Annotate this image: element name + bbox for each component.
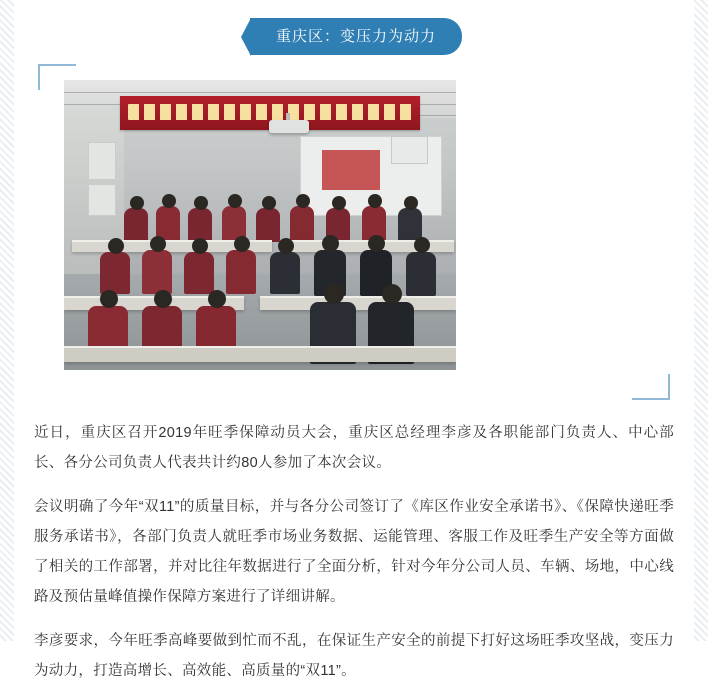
photo-attendee-head [404,196,418,210]
photo-attendee [406,252,436,296]
photo-attendee [184,252,214,294]
photo-attendee-head [150,236,166,252]
photo-attendee [100,252,130,294]
photo-attendee-head [108,238,124,254]
photo-desk-front [64,346,456,362]
photo-projection-slide [322,150,380,190]
photo-attendee-head [192,238,208,254]
article-paragraph-1: 近日，重庆区召开2019年旺季保障动员大会，重庆区总经理李彦及各职能部门负责人、中心部长、各分公司负责人代表共计约80人参加了本次会议。 [34,425,674,471]
photo-projector [269,120,309,133]
photo-attendee-head [208,290,226,308]
title-area [14,0,694,62]
photo-attendee-head [368,235,385,252]
corner-bracket-bottom-right [632,374,670,400]
photo-desk-row [260,296,456,310]
photo-wall-poster-1 [88,142,116,180]
photo-attendee [270,252,300,294]
photo-attendee [142,250,172,294]
photo-attendee-head [414,237,430,253]
photo-attendee-head [332,196,346,210]
figure-area [32,62,676,392]
photo-attendee [188,208,212,242]
article-paragraph-2: 会议明确了今年“双11”的质量目标，并与各分公司签订了《库区作业安全承诺书》、《保障快递旺季服务承诺书》，各部门负责人就旺季市场业务数据、运能管理、客服工作及旺季生产安全等方面做了相关的工作部署，并对比往年数据进行了全面分析，针对今年分公司人员、车辆、场地，中心线路及预估量峰值操作保障方案进行了详细讲解。 [34,499,674,605]
page-title: 重庆区：变压力为动力 [250,18,462,55]
photo-banner-text [128,104,412,120]
photo-attendee-head [194,196,208,210]
photo-attendee-head [228,194,242,208]
meeting-photo [64,80,456,370]
photo-attendee [124,208,148,242]
photo-attendee-head [234,236,250,252]
photo-attendee-head [154,290,172,308]
photo-attendee-head [296,194,310,208]
photo-attendee-head [278,238,294,254]
photo-attendee-head [382,284,402,304]
photo-attendee [256,208,280,242]
photo-attendee [290,206,314,242]
photo-attendee-head [322,235,339,252]
photo-attendee-head [130,196,144,210]
photo-attendee-head [162,194,176,208]
photo-wall-panel [391,136,428,164]
article-paragraph-3: 李彦要求，今年旺季高峰要做到忙而不乱，在保证生产安全的前提下打好这场旺季攻坚战，变压力为动力，打造高增长、高效能、高质量的“双11”。 [34,633,674,679]
photo-wall-poster-2 [88,184,116,216]
article-panel [14,0,694,679]
photo-attendee [226,250,256,294]
photo-attendee-head [100,290,118,308]
photo-attendee-head [262,196,276,210]
photo-attendee-head [324,284,344,304]
article-body [34,418,674,686]
photo-attendee-head [368,194,382,208]
